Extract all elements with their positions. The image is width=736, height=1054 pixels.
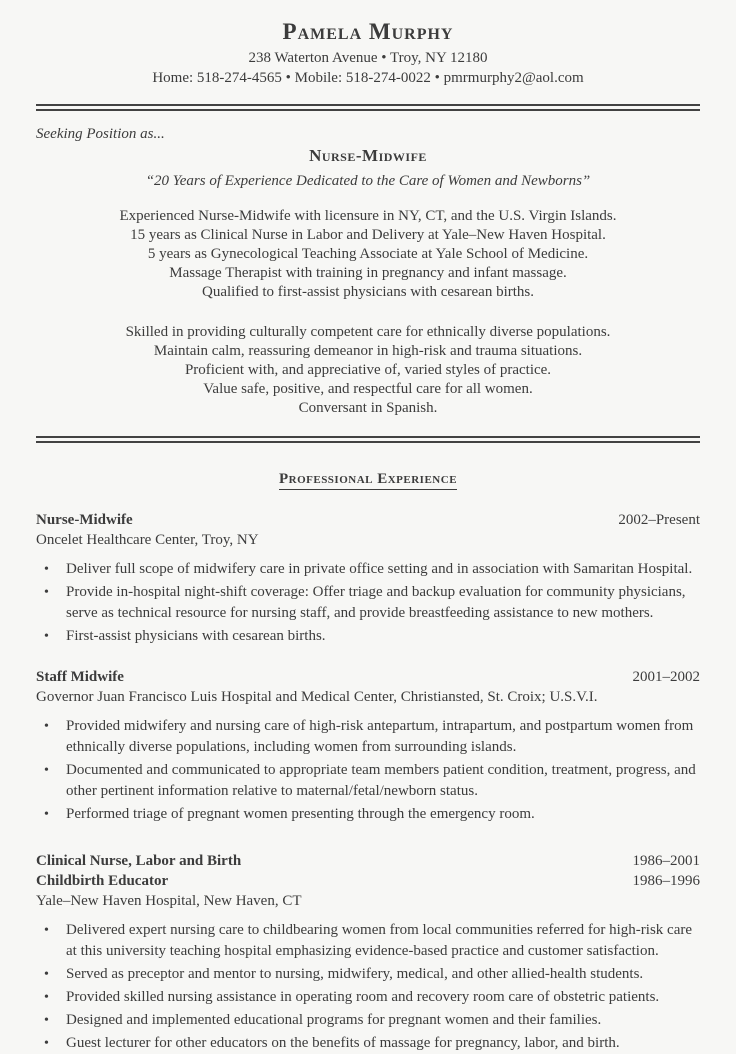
job-bullet: • Designed and implemented educational programs for pregnant women and their families.	[36, 1010, 700, 1031]
summary-line: Qualified to first-assist physicians with cesarean births.	[201, 284, 534, 300]
objective-section	[36, 126, 700, 418]
job-bullet: • Provide in-hospital night-shift coverage: Offer triage and backup evaluation for community physicians, serve as technical resource for nursing staff, and provide breastfeeding assistance to new mothers.	[36, 582, 700, 624]
job-title-row	[36, 851, 700, 871]
job-bullet: • Deliver full scope of midwifery care in private office setting and in association with Samaritan Hospital.	[36, 559, 700, 580]
job-bullet: • Guest lecturer for other educators on the benefits of massage for pregnancy, labor, and birth.	[36, 1033, 700, 1054]
job-title-row	[36, 667, 700, 687]
objective-lead-in: Seeking Position as...	[36, 126, 165, 142]
job-dates: 2002–Present	[618, 512, 700, 528]
job-bullet-list	[36, 920, 700, 1054]
summary-line: Conversant in Spanish.	[298, 400, 438, 416]
summary-primary	[36, 207, 700, 302]
job-title-row	[36, 871, 700, 891]
job-title: Childbirth Educator	[36, 873, 169, 889]
job-bullet: • Documented and communicated to appropriate team members patient condition, treatment, progress, and other pertinent information relative to maternal/fetal/newborn status.	[36, 760, 700, 802]
header-divider	[36, 104, 700, 111]
experience-heading: Professional Experience	[279, 471, 457, 490]
candidate-name: Pamela Murphy	[282, 19, 454, 44]
job-title-row	[36, 510, 700, 530]
job-bullet: • Performed triage of pregnant women presenting through the emergency room.	[36, 804, 700, 825]
summary-line: 15 years as Clinical Nurse in Labor and Delivery at Yale–New Haven Hospital.	[130, 227, 606, 243]
job-bullet: • Provided skilled nursing assistance in operating room and recovery room care of obstetric patients.	[36, 987, 700, 1008]
job-title: Staff Midwife	[36, 669, 124, 685]
job-organization: Yale–New Haven Hospital, New Haven, CT	[36, 893, 302, 909]
job-entry	[36, 851, 700, 1054]
objective-title: Nurse-Midwife	[309, 146, 427, 165]
contact-line: Home: 518-274-4565 • Mobile: 518-274-0022 • pmrmurphy2@aol.com	[152, 70, 584, 86]
objective-tagline: “20 Years of Experience Dedicated to the Care of Women and Newborns”	[145, 173, 591, 189]
job-bullet-list	[36, 559, 700, 647]
job-bullet-list	[36, 716, 700, 825]
summary-line: Maintain calm, reassuring demeanor in high-risk and trauma situations.	[153, 343, 583, 359]
summary-line: Massage Therapist with training in pregnancy and infant massage.	[169, 265, 567, 281]
job-organization: Oncelet Healthcare Center, Troy, NY	[36, 532, 259, 548]
summary-line: Value safe, positive, and respectful care for all women.	[203, 381, 533, 397]
job-dates: 1986–1996	[632, 873, 700, 889]
job-entry	[36, 510, 700, 647]
job-dates: 1986–2001	[632, 853, 700, 869]
summary-line: Proficient with, and appreciative of, varied styles of practice.	[184, 362, 552, 378]
experience-section	[36, 470, 700, 1054]
address-line: 238 Waterton Avenue • Troy, NY 12180	[248, 50, 488, 66]
job-dates: 2001–2002	[632, 669, 700, 685]
job-title: Clinical Nurse, Labor and Birth	[36, 853, 242, 869]
job-bullet: • Delivered expert nursing care to childbearing women from local communities referred for high-risk care at this university teaching hospital emphasizing evidence-based practice and customer satisfaction.	[36, 920, 700, 962]
resume-header	[36, 18, 700, 88]
job-entry	[36, 667, 700, 825]
summary-secondary	[36, 323, 700, 418]
summary-line: 5 years as Gynecological Teaching Associate at Yale School of Medicine.	[147, 246, 589, 262]
experience-heading-wrap	[36, 470, 700, 490]
summary-line: Skilled in providing culturally competent care for ethnically diverse populations.	[125, 324, 611, 340]
job-bullet: • Provided midwifery and nursing care of high-risk antepartum, intrapartum, and postpartum women from ethnically diverse populations, including women from surrounding islands.	[36, 716, 700, 758]
job-title: Nurse-Midwife	[36, 512, 133, 528]
job-organization: Governor Juan Francisco Luis Hospital and Medical Center, Christiansted, St. Croix; U.S.V.I.	[36, 689, 598, 705]
section-divider	[36, 436, 700, 443]
job-bullet: • First-assist physicians with cesarean births.	[36, 626, 700, 647]
summary-line: Experienced Nurse-Midwife with licensure in NY, CT, and the U.S. Virgin Islands.	[119, 208, 617, 224]
job-bullet: • Served as preceptor and mentor to nursing, midwifery, medical, and other allied-health students.	[36, 964, 700, 985]
